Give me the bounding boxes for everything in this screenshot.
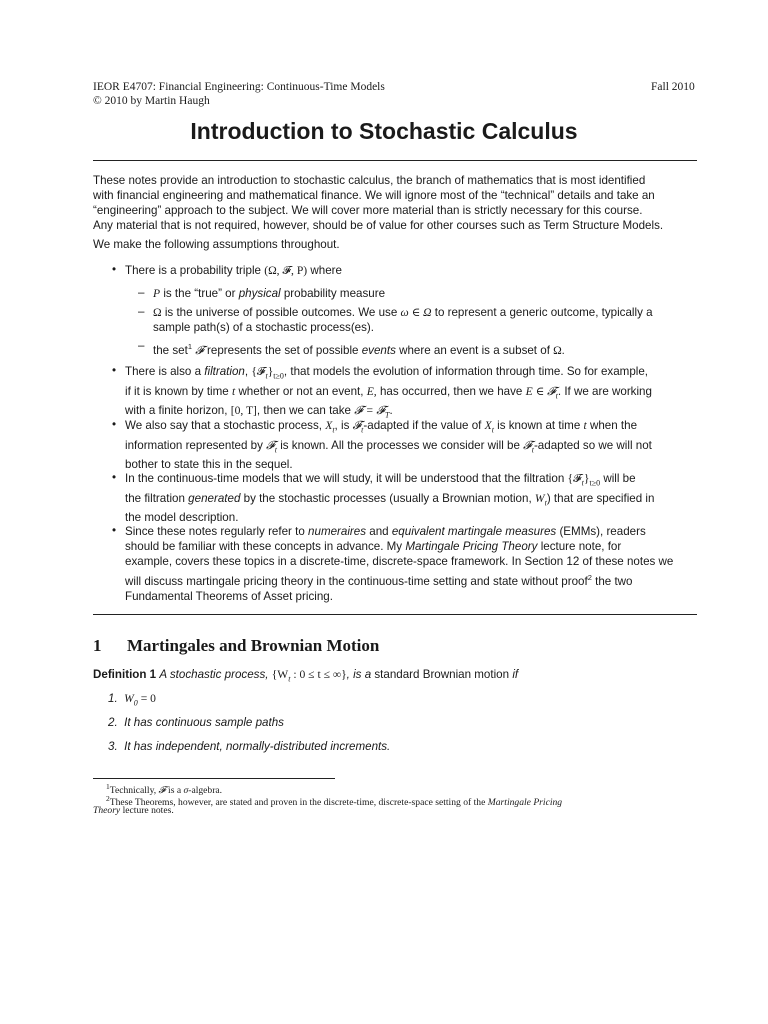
intro-line-2: with financial engineering and mathematical finance. We will ignore most of the “technical” details and take an (93, 189, 655, 202)
course-header: IEOR E4707: Financial Engineering: Continuous-Time Models (93, 81, 385, 93)
section-number: 1 (93, 636, 102, 655)
dash-marker: – (138, 305, 145, 318)
copyright-line: © 2010 by Martin Haugh (93, 95, 210, 107)
section-divider (93, 614, 697, 615)
bullet-marker: • (112, 471, 117, 484)
section-heading (93, 636, 379, 656)
footnote-1: $^1$Technically, 𝓕 is a σ-algebra. (106, 782, 223, 797)
bullet-marker: • (112, 418, 117, 431)
dash-item-outcomes: Ω is the universe of possible outcomes. We use ω ∈ Ω to represent a generic outcome, typically a sample path(s) of a stochastic process(es). (153, 306, 653, 335)
footnote-2-continued: Theory lecture notes. (93, 805, 174, 816)
dash-marker: – (138, 339, 145, 352)
bullet-generated-filtration: In the continuous-time models that we will study, it will be understood that the filtration $\{𝓕_t\}_{t\ge 0}$ will be the filtration generated by the stochastic processes (usually a Brownian motion, $W_t$) that are specified in the model description. (125, 472, 655, 525)
term-label: Fall 2010 (651, 81, 695, 93)
footnote-divider (93, 778, 335, 779)
definition-item-1: 1. $W_0 = 0$ (108, 692, 156, 708)
title-divider (93, 160, 697, 161)
definition-1: Definition 1 A stochastic process, {$W_t$ : 0 ≤ t ≤ ∞}, is a standard Brownian motion if (93, 668, 519, 684)
bullet-adapted-process: We also say that a stochastic process, $X_t$, is 𝓕$_t$-adapted if the value of $X_t$ is known at time t when the information represented by 𝓕$_t$ is known. All the processes we consider will be 𝓕$_t$-adapted so we will not bother to state this in the sequel. (125, 419, 652, 472)
definition-item-3: 3. It has independent, normally-distributed increments. (108, 740, 391, 753)
intro-line-3: “engineering” approach to the subject. We will cover more material than is strictly necessary for this course. (93, 204, 643, 217)
bullet-filtration: There is also a filtration, $\{𝓕_t\}_{t\ge 0}$, that models the evolution of information through time. So for example, if it is known by time t whether or not an event, E, has occurred, then we have E ∈ 𝓕$_t$. If we are working with a finite horizon, [0, T], then we can take 𝓕 = 𝓕$_T$. (125, 365, 652, 420)
intro-line-1: These notes provide an introduction to stochastic calculus, the branch of mathematics that is most identified (93, 174, 646, 187)
bullet-numeraires: Since these notes regularly refer to numeraires and equivalent martingale measures (EMMs), readers should be familiar with these concepts in advance. My Martingale Pricing Theory lecture note, for example, covers these topics in a discrete-time, discrete-space framework. In Section 12 of these notes we will discuss martingale pricing theory in the continuous-time setting and state without proof$^2$ the two Fundamental Theorems of Asset pricing. (125, 525, 674, 603)
bullet-marker: • (112, 263, 117, 276)
footnote-2: $^2$These Theorems, however, are stated and proven in the discrete-time, discrete-space setting of the Martingale Pricing (106, 794, 563, 809)
bullet-marker: • (112, 364, 117, 377)
intro-line-4: Any material that is not required, however, should be of value for other courses such as Term Structure Models. (93, 219, 664, 232)
definition-item-2: 2. It has continuous sample paths (108, 716, 284, 729)
dash-item-physical-measure: P is the “true” or physical probability measure (153, 287, 386, 300)
assumptions-intro: We make the following assumptions throughout. (93, 238, 340, 251)
bullet-probability-triple: There is a probability triple (Ω, 𝓕, P) where (125, 264, 342, 277)
section-title: Martingales and Brownian Motion (127, 636, 380, 655)
dash-marker: – (138, 286, 145, 299)
dash-item-events: the set$^1$ 𝓕 represents the set of possible events where an event is a subset of Ω. (153, 342, 565, 357)
bullet-marker: • (112, 524, 117, 537)
page-title: Introduction to Stochastic Calculus (190, 118, 578, 144)
